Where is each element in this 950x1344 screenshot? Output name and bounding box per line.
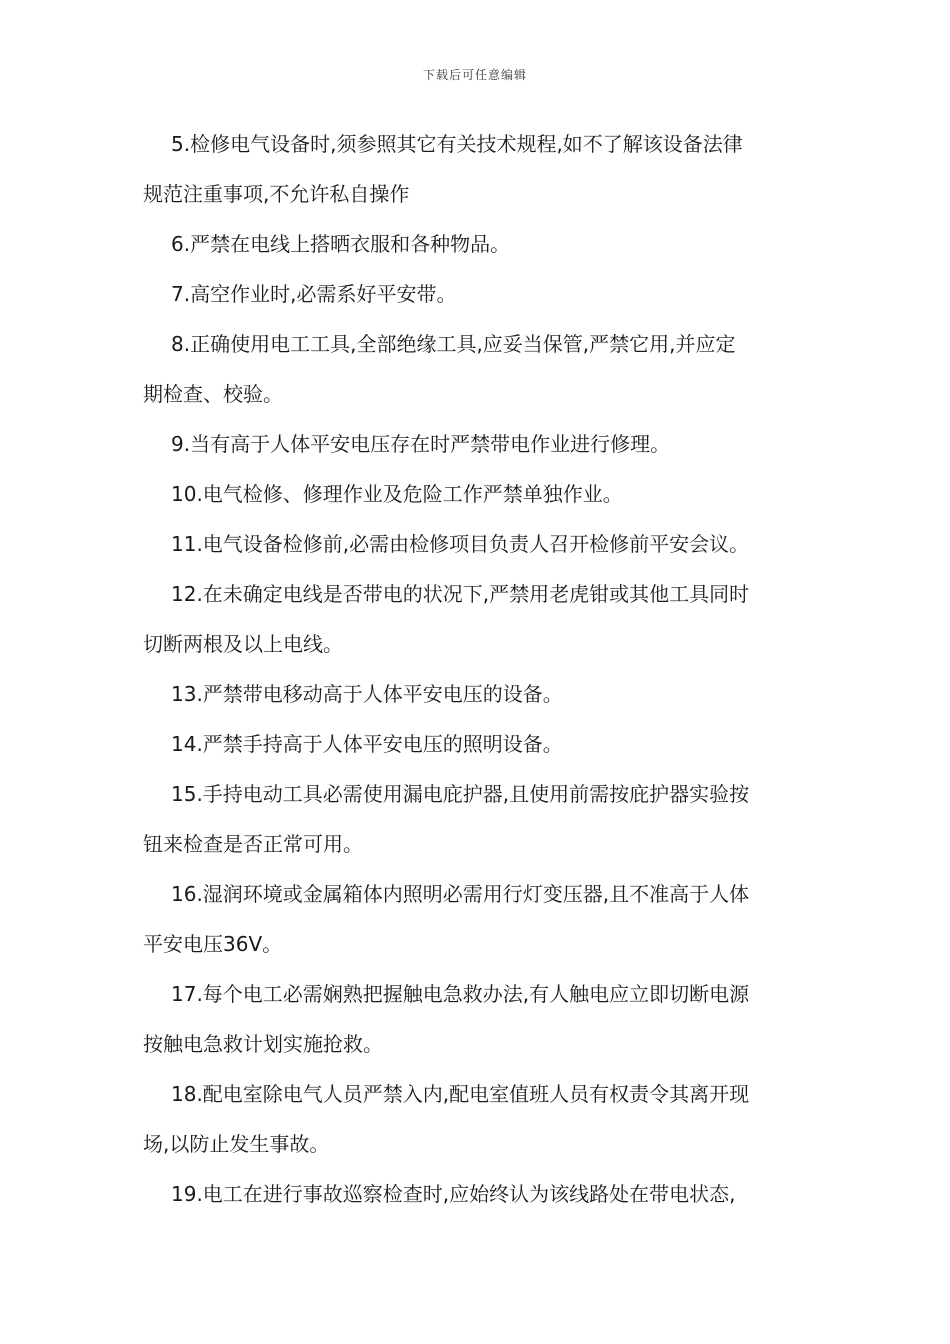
paragraph bbox=[143, 328, 808, 428]
paragraph-line: 18.配电室除电气人员严禁入内,配电室值班人员有权责令其离开现 bbox=[171, 1082, 750, 1106]
paragraph bbox=[143, 778, 808, 878]
paragraph bbox=[143, 528, 808, 578]
paragraph-line: 15.手持电动工具必需使用漏电庇护器,且使用前需按庇护器实验按 bbox=[171, 782, 750, 806]
paragraph-line: 11.电气设备检修前,必需由检修项目负责人召开检修前平安会议。 bbox=[171, 532, 750, 556]
paragraph bbox=[143, 578, 808, 678]
paragraph-line: 13.严禁带电移动高于人体平安电压的设备。 bbox=[171, 682, 563, 706]
paragraph-line: 按触电急救计划实施抢救。 bbox=[143, 1032, 383, 1056]
paragraph bbox=[143, 428, 808, 478]
paragraph-line: 6.严禁在电线上搭晒衣服和各种物品。 bbox=[171, 232, 511, 256]
paragraph-line: 5.检修电气设备时,须参照其它有关技术规程,如不了解该设备法律 bbox=[171, 132, 743, 156]
paragraph bbox=[143, 978, 808, 1078]
paragraph bbox=[143, 678, 808, 728]
paragraph-line: 8.正确使用电工工具,全部绝缘工具,应妥当保管,严禁它用,并应定 bbox=[171, 332, 736, 356]
paragraph-line: 平安电压36V。 bbox=[143, 932, 283, 956]
paragraph bbox=[143, 478, 808, 528]
paragraph bbox=[143, 278, 808, 328]
page-header: 下载后可任意编辑 bbox=[422, 68, 527, 82]
paragraph-line: 钮来检查是否正常可用。 bbox=[143, 832, 363, 856]
paragraph-line: 19.电工在进行事故巡察检查时,应始终认为该线路处在带电状态, bbox=[171, 1182, 736, 1206]
paragraph-line: 9.当有高于人体平安电压存在时严禁带电作业进行修理。 bbox=[171, 432, 671, 456]
paragraph bbox=[143, 878, 808, 978]
paragraph-line: 17.每个电工必需娴熟把握触电急救办法,有人触电应立即切断电源 bbox=[171, 982, 750, 1006]
document-body bbox=[143, 128, 808, 1228]
paragraph-line: 10.电气检修、修理作业及危险工作严禁单独作业。 bbox=[171, 482, 623, 506]
paragraph bbox=[143, 128, 808, 228]
paragraph-line: 期检查、校验。 bbox=[143, 382, 283, 406]
paragraph-line: 规范注重事项,不允许私自操作 bbox=[143, 182, 410, 206]
paragraph-line: 16.湿润环境或金属箱体内照明必需用行灯变压器,且不准高于人体 bbox=[171, 882, 750, 906]
paragraph-line: 14.严禁手持高于人体平安电压的照明设备。 bbox=[171, 732, 563, 756]
paragraph bbox=[143, 1078, 808, 1178]
paragraph bbox=[143, 1178, 808, 1228]
paragraph-line: 场,以防止发生事故。 bbox=[143, 1132, 330, 1156]
paragraph-line: 7.高空作业时,必需系好平安带。 bbox=[171, 282, 457, 306]
paragraph bbox=[143, 228, 808, 278]
paragraph-line: 切断两根及以上电线。 bbox=[143, 632, 343, 656]
paragraph bbox=[143, 728, 808, 778]
paragraph-line: 12.在未确定电线是否带电的状况下,严禁用老虎钳或其他工具同时 bbox=[171, 582, 750, 606]
